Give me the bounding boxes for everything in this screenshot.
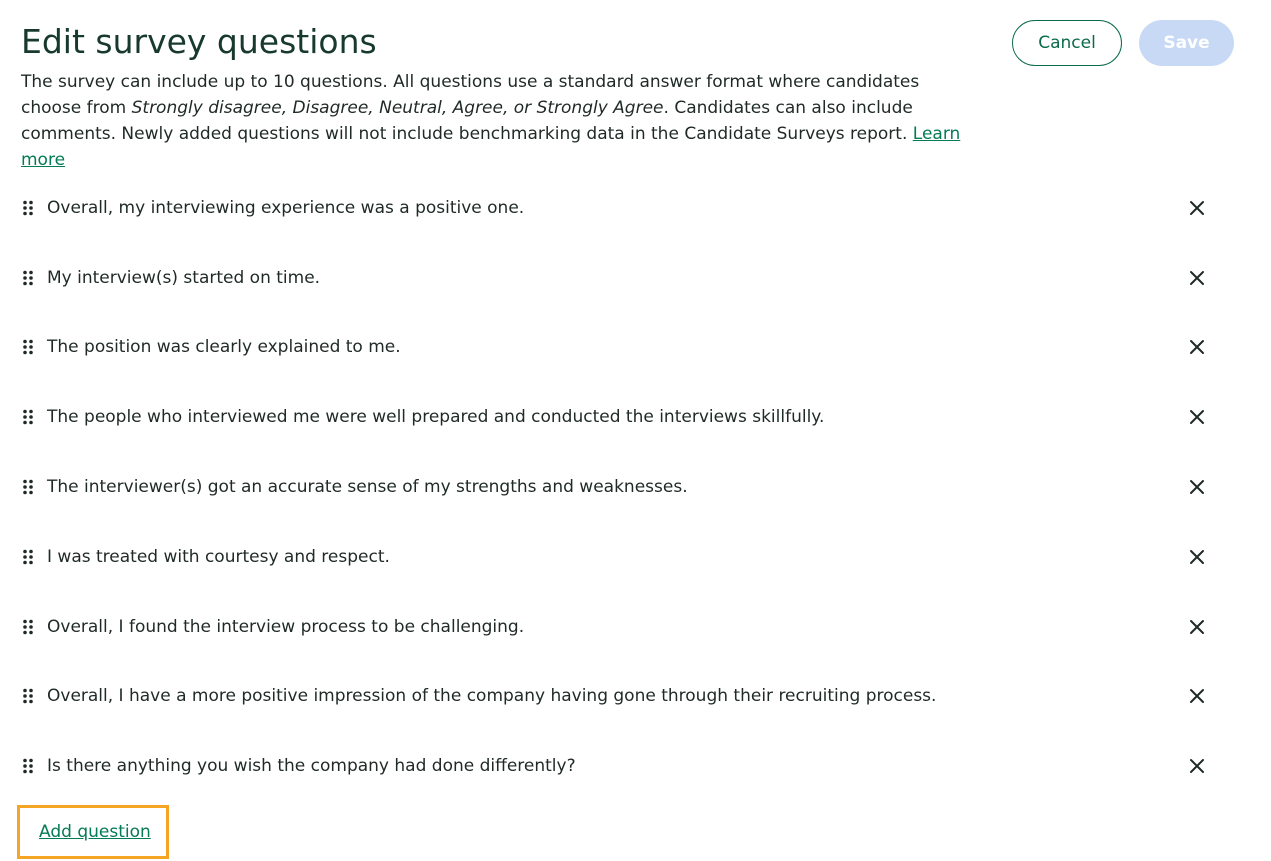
question-text: Is there anything you wish the company had done differently?: [47, 756, 576, 777]
question-text: The position was clearly explained to me.: [47, 337, 401, 358]
close-icon[interactable]: [1187, 198, 1207, 218]
close-icon[interactable]: [1187, 547, 1207, 567]
drag-handle-icon[interactable]: [22, 758, 34, 774]
add-question-link[interactable]: Add question: [39, 822, 151, 842]
question-row: [0, 592, 1271, 662]
close-icon[interactable]: [1187, 756, 1207, 776]
question-row: [0, 731, 1271, 801]
question-text: The people who interviewed me were well prepared and conducted the interviews skillfully.: [47, 407, 825, 428]
description-answer-format: Strongly disagree, Disagree, Neutral, Agree, or Strongly Agree: [131, 98, 664, 118]
learn-more-link[interactable]: Learn more: [21, 124, 961, 170]
description-text: The survey can include up to 10 questions. All questions use a standard answer format where candidates choose from: [21, 72, 920, 118]
close-icon[interactable]: [1187, 268, 1207, 288]
question-text: Overall, my interviewing experience was a positive one.: [47, 197, 525, 218]
question-text: Overall, I have a more positive impression of the company having gone through their recruiting process.: [47, 686, 937, 707]
close-icon[interactable]: [1187, 337, 1207, 357]
question-row: [0, 522, 1271, 592]
question-text: The interviewer(s) got an accurate sense of my strengths and weaknesses.: [47, 477, 688, 498]
drag-handle-icon[interactable]: [22, 200, 34, 216]
question-text: I was treated with courtesy and respect.: [47, 546, 390, 567]
question-text: My interview(s) started on time.: [47, 267, 321, 288]
page-title: Edit survey questions: [21, 22, 377, 61]
question-text: Overall, I found the interview process to be challenging.: [47, 616, 525, 637]
question-row: [0, 382, 1271, 452]
drag-handle-icon[interactable]: [22, 688, 34, 704]
drag-handle-icon[interactable]: [22, 339, 34, 355]
close-icon[interactable]: [1187, 617, 1207, 637]
question-row: [0, 243, 1271, 313]
drag-handle-icon[interactable]: [22, 270, 34, 286]
description-text-2: . Candidates can also include comments. Newly added questions will not include benchmarking data in the Candidate Surveys report.: [21, 98, 913, 144]
question-row: [0, 452, 1271, 522]
add-question-highlight: [17, 805, 169, 859]
drag-handle-icon[interactable]: [22, 619, 34, 635]
close-icon[interactable]: [1187, 407, 1207, 427]
page-description: [21, 69, 981, 173]
question-list: [0, 173, 1271, 801]
close-icon[interactable]: [1187, 686, 1207, 706]
question-row: [0, 173, 1271, 243]
drag-handle-icon[interactable]: [22, 479, 34, 495]
cancel-button[interactable]: Cancel: [1012, 20, 1122, 66]
header: [21, 20, 981, 173]
question-row: [0, 662, 1271, 732]
question-row: [0, 313, 1271, 383]
save-button[interactable]: Save: [1139, 20, 1234, 66]
drag-handle-icon[interactable]: [22, 549, 34, 565]
close-icon[interactable]: [1187, 477, 1207, 497]
drag-handle-icon[interactable]: [22, 409, 34, 425]
